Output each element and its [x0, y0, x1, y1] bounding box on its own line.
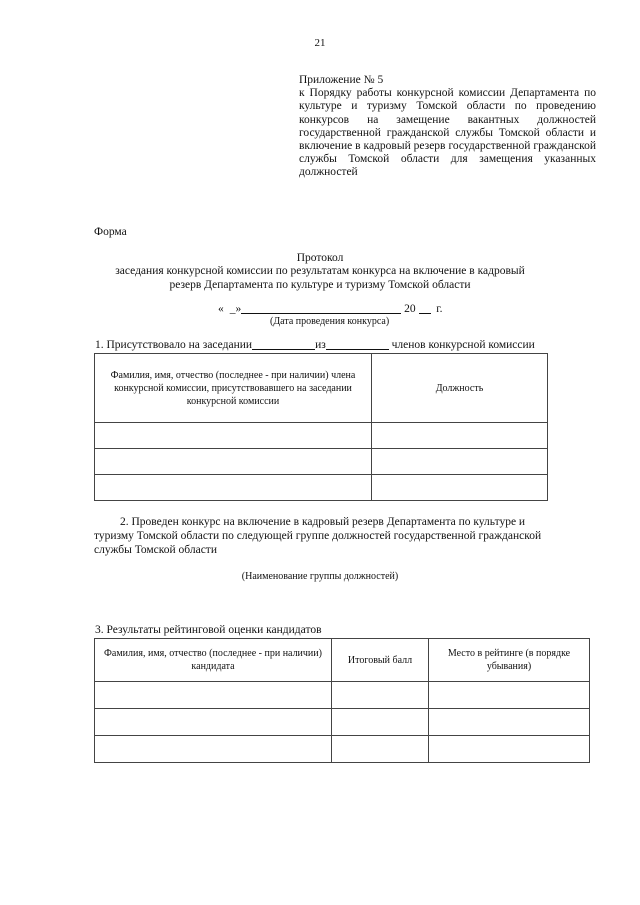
table-row [95, 423, 548, 449]
rating-table [94, 638, 590, 763]
total-score-header: Итоговый балл [332, 639, 429, 682]
form-label: Форма [94, 226, 127, 238]
date-year-prefix: 20 [404, 303, 416, 315]
section1-heading [95, 339, 535, 351]
month-blank [241, 313, 401, 314]
protocol-title: Протокол [296, 252, 344, 264]
protocol-subtitle: заседания конкурсной комиссии по результатам конкурса на включение в кадровый резерв Департамента по культуре и туризму Томской области [115, 265, 525, 291]
appendix-header [299, 74, 596, 180]
section2-line1: 2. Проведен конкурс на включение в кадровый резерв Департамента по культуре и [120, 516, 526, 528]
section2-rest: туризму Томской области по следующей группе должностей государственной гражданской службы Томской области [94, 530, 542, 556]
section2 [94, 515, 554, 557]
year-blank [419, 313, 431, 314]
position-group-caption: (Наименование группы должностей) [241, 571, 399, 582]
section1-suffix: членов конкурсной комиссии [391, 339, 535, 351]
table-row [95, 736, 590, 763]
date-year-suffix: г. [436, 303, 443, 315]
date-line [218, 303, 443, 315]
attendee-name-header: Фамилия, имя, отчество (последнее - при наличии) члена конкурсной комиссии, присутствовавшего на заседании конкурсной комиссии [95, 354, 372, 423]
table-row [95, 475, 548, 501]
date-open-quote: « [218, 303, 224, 315]
candidate-name-header: Фамилия, имя, отчество (последнее - при наличии) кандидата [95, 639, 332, 682]
attendees-table [94, 353, 548, 501]
appendix-body: к Порядку работы конкурсной комиссии Департамента по культуре и туризму Томской области по проведению конкурсов на замещение вакантных должностей государственной гражданской службы Томской области и включение в кадровый резерв государственной гражданской службы Томской области для замещения указанных должностей [299, 87, 596, 179]
appendix-title: Приложение № 5 [299, 74, 384, 86]
section1-prefix: 1. Присутствовало на заседании [95, 339, 253, 351]
table-row [95, 709, 590, 736]
table-row [95, 449, 548, 475]
date-caption: (Дата проведения конкурса) [270, 316, 390, 327]
page-number: 21 [314, 37, 326, 49]
attendee-position-header: Должность [372, 354, 548, 423]
date-close-quote: _» [229, 303, 242, 315]
present-count-blank [252, 349, 315, 350]
rank-header: Место в рейтинге (в порядке убывания) [429, 639, 590, 682]
table-row [95, 682, 590, 709]
section1-middle: из [315, 339, 326, 351]
section3-heading: 3. Результаты рейтинговой оценки кандидатов [95, 624, 322, 636]
total-count-blank [326, 349, 389, 350]
